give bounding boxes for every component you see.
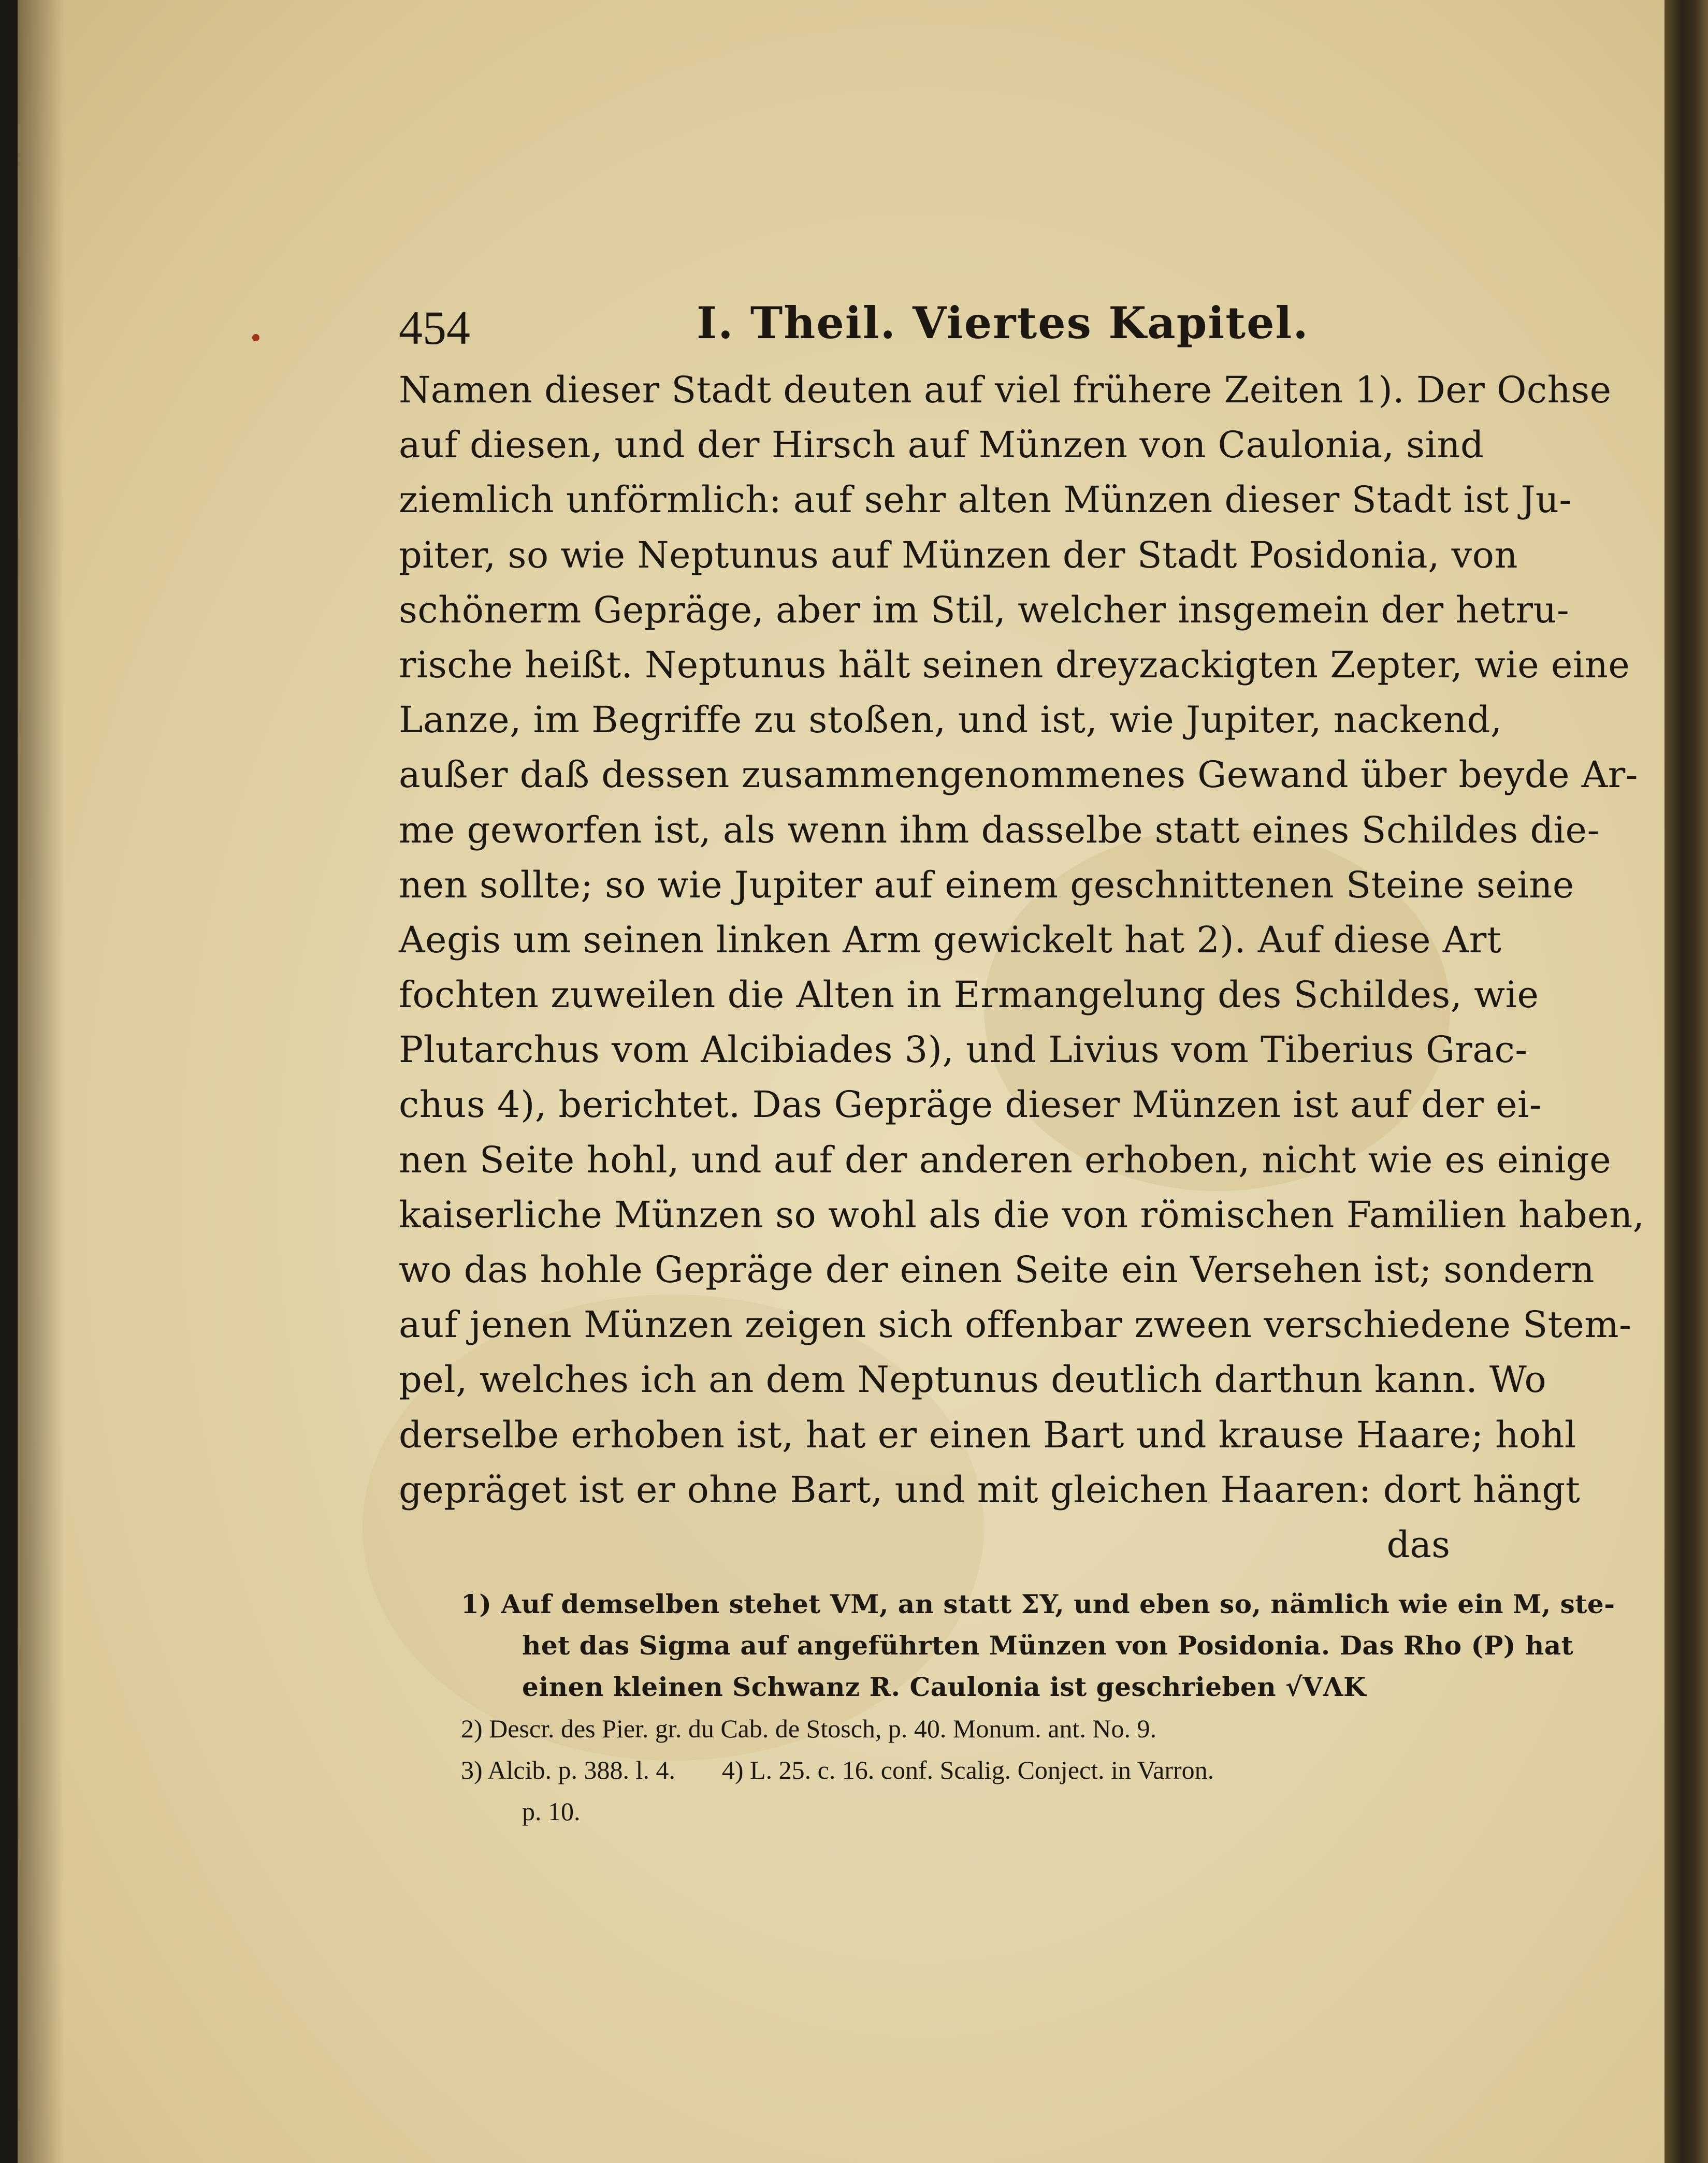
footnote-1-line-2: het das Sigma auf angeführten Münzen von Posidonia. Das Rho (P) hat xyxy=(522,1630,1574,1661)
red-ink-mark xyxy=(252,334,259,341)
catchword: das xyxy=(1386,1523,1450,1566)
footnote-4-continuation: p. 10. xyxy=(522,1797,581,1826)
main-text-block xyxy=(399,290,1645,1572)
page-number: 454 xyxy=(399,301,470,354)
text-line: nen Seite hohl, und auf der anderen erhoben, nicht wie es einige xyxy=(399,1138,1612,1181)
text-line: Plutarchus vom Alcibiades 3), und Livius vom Tiberius Grac- xyxy=(399,1028,1528,1071)
binding-gutter xyxy=(1664,0,1708,2163)
text-line: auf diesen, und der Hirsch auf Münzen von Caulonia, sind xyxy=(399,424,1484,467)
footnotes xyxy=(461,1584,1615,1832)
text-line: auf jenen Münzen zeigen sich offenbar zween verschiedene Stem- xyxy=(399,1303,1632,1346)
footnote-4: 4) L. 25. c. 16. conf. Scalig. Conject. in Varron. xyxy=(721,1755,1214,1784)
text-line: Namen dieser Stadt deuten auf viel frühere Zeiten 1). Der Ochse xyxy=(399,369,1612,411)
text-line: nen sollte; so wie Jupiter auf einem geschnittenen Steine seine xyxy=(399,863,1574,906)
footnote-1-line-1: 1) Auf demselben stehet VM, an statt ΣY, und eben so, nämlich wie ein M, ste- xyxy=(461,1589,1615,1619)
text-line: gepräget ist er ohne Bart, und mit gleichen Haaren: dort hängt xyxy=(399,1468,1581,1511)
page-header xyxy=(399,290,1450,362)
text-line: außer daß dessen zusammengenommenes Gewand über beyde Ar- xyxy=(399,753,1638,796)
running-title: I. Theil. Viertes Kapitel. xyxy=(697,297,1309,349)
text-line: fochten zuweilen die Alten in Ermangelung des Schildes, wie xyxy=(399,974,1539,1017)
text-line: me geworfen ist, als wenn ihm dasselbe statt eines Schildes die- xyxy=(399,808,1600,851)
text-line: pel, welches ich an dem Neptunus deutlich darthun kann. Wo xyxy=(399,1358,1547,1401)
footnote-3-4-row xyxy=(461,1749,1450,1791)
footnote-2: 2) Descr. des Pier. gr. du Cab. de Stosch, p. 40. Monum. ant. No. 9. xyxy=(461,1714,1156,1743)
footnote-3: 3) Alcib. p. 388. l. 4. xyxy=(461,1755,675,1784)
footnote-1-line-3: einen kleinen Schwanz R. Caulonia ist geschrieben √VΛΚ xyxy=(522,1672,1366,1702)
text-line: schönerm Gepräge, aber im Stil, welcher insgemein der hetru- xyxy=(399,588,1570,631)
text-line: Aegis um seinen linken Arm gewickelt hat 2). Auf diese Art xyxy=(399,918,1502,961)
text-line: ziemlich unförmlich: auf sehr alten Münzen dieser Stadt ist Ju- xyxy=(399,478,1572,521)
text-line: chus 4), berichtet. Das Gepräge dieser Münzen ist auf der ei- xyxy=(399,1083,1542,1126)
text-line: kaiserliche Münzen so wohl als die von römischen Familien haben, xyxy=(399,1193,1645,1236)
text-line: derselbe erhoben ist, hat er einen Bart und krause Haare; hohl xyxy=(399,1413,1577,1456)
text-line: rische heißt. Neptunus hält seinen dreyzackigten Zepter, wie eine xyxy=(399,643,1630,686)
body-text xyxy=(399,362,1645,1517)
text-line: Lanze, im Begriffe zu stoßen, und ist, wie Jupiter, nackend, xyxy=(399,699,1502,742)
text-line: wo das hohle Gepräge der einen Seite ein Versehen ist; sondern xyxy=(399,1249,1595,1291)
text-line: piter, so wie Neptunus auf Münzen der Stadt Posidonia, von xyxy=(399,533,1518,576)
page-edge-shadow xyxy=(18,0,64,2163)
